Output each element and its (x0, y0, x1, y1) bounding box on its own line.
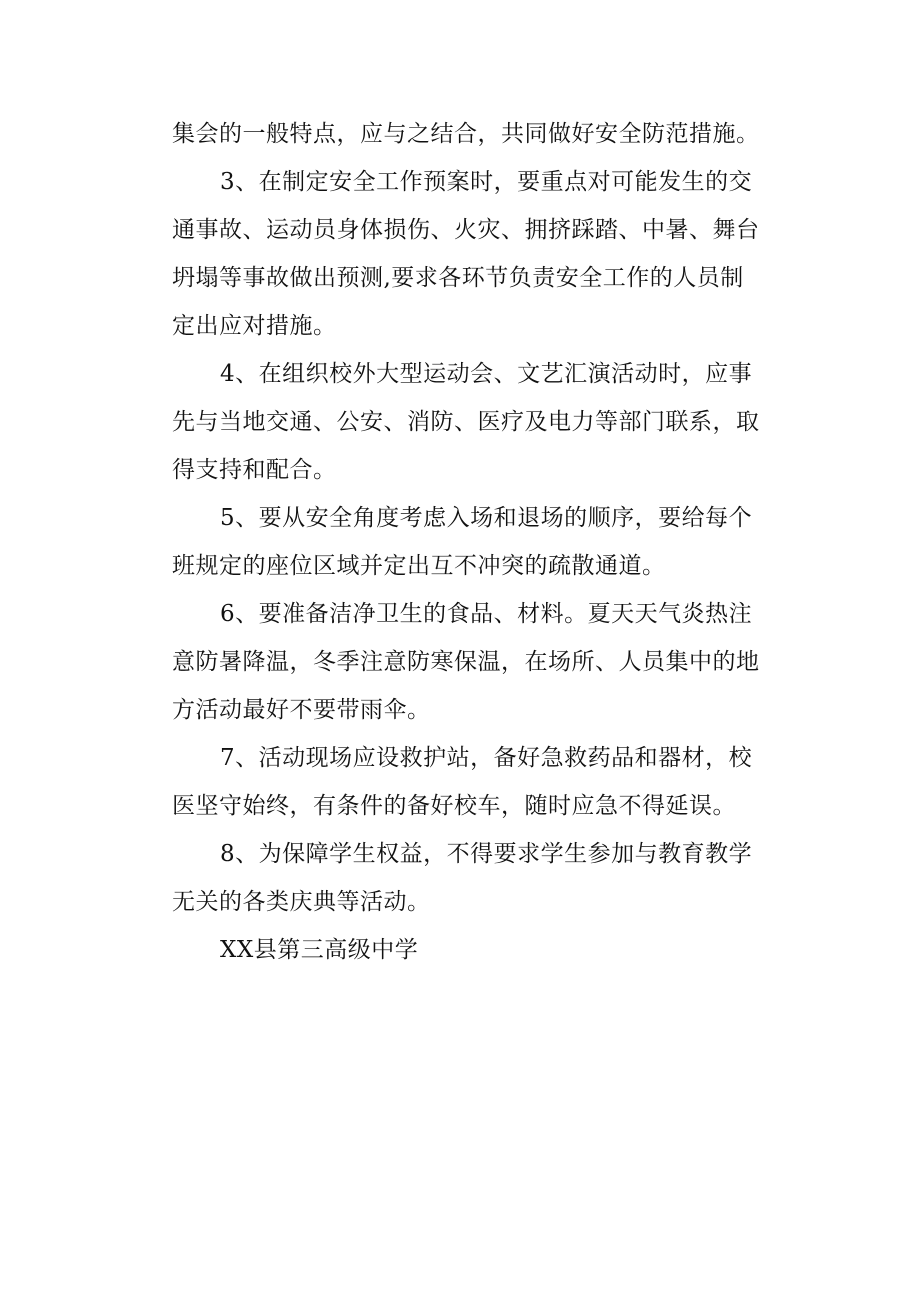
paragraph-item-6: 6、要准备洁净卫生的食品、材料。夏天天气炎热注意防暑降温，冬季注意防寒保温，在场所、人员集中的地方活动最好不要带雨伞。 (172, 601, 760, 723)
paragraph-item-3: 3、在制定安全工作预案时，要重点对可能发生的交通事故、运动员身体损伤、火灾、拥挤踩踏、中暑、舞台坍塌等事故做出预测,要求各环节负责安全工作的人员制定出应对措施。 (172, 169, 760, 339)
paragraph-item-7: 7、活动现场应设救护站，备好急救药品和器材，校医坚守始终，有条件的备好校车，随时应急不得延误。 (172, 745, 753, 819)
document-body (172, 110, 762, 974)
paragraph-continuation: 集会的一般特点，应与之结合，共同做好安全防范措施。 (172, 121, 760, 147)
paragraph-item-4: 4、在组织校外大型运动会、文艺汇演活动时，应事先与当地交通、公安、消防、医疗及电力等部门联系，取得支持和配合。 (172, 361, 760, 483)
signature-school-name: XX县第三高级中学 (220, 937, 419, 963)
paragraph-item-5: 5、要从安全角度考虑入场和退场的顺序，要给每个班规定的座位区域并定出互不冲突的疏散通道。 (172, 505, 753, 579)
paragraph-item-8: 8、为保障学生权益，不得要求学生参加与教育教学无关的各类庆典等活动。 (172, 841, 753, 915)
